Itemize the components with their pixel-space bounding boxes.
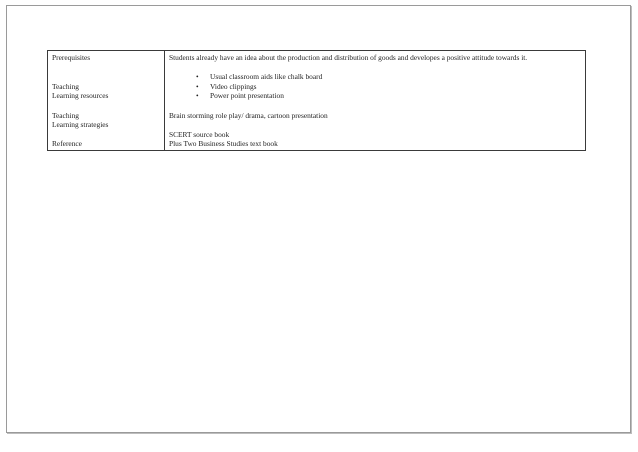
list-item xyxy=(196,72,582,82)
prerequisites-label: Prerequisites xyxy=(52,53,91,62)
spacer xyxy=(52,130,161,140)
learning-strategies-label: Learning strategies xyxy=(52,120,109,130)
spacer xyxy=(169,120,582,130)
reference-line: SCERT source book xyxy=(169,129,230,139)
list-item xyxy=(196,91,582,101)
bullet-icon: • xyxy=(196,81,199,91)
spacer xyxy=(52,63,161,73)
resource-item-text: Power point presentation xyxy=(210,91,284,101)
bullet-icon: • xyxy=(196,91,199,101)
bullet-icon: • xyxy=(196,72,199,82)
labels-column xyxy=(48,51,165,151)
table-row xyxy=(48,51,586,151)
spacer xyxy=(169,63,582,73)
spacer xyxy=(169,101,582,111)
reference-line: Plus Two Business Studies text book xyxy=(169,139,278,149)
learning-resources-label: Learning resources xyxy=(52,91,109,101)
list-item xyxy=(196,82,582,92)
resources-list xyxy=(169,72,582,101)
reference-label: Reference xyxy=(52,139,82,149)
spacer xyxy=(52,101,161,111)
spacer xyxy=(52,72,161,82)
strategies-text: Brain storming role play/ drama, cartoon presentation xyxy=(169,110,328,120)
prerequisites-text: Students already have an idea about the production and distribution of goods and developes a positive attitude towards it. xyxy=(169,53,528,62)
teaching-label: Teaching xyxy=(52,81,79,91)
teaching-label-2: Teaching xyxy=(52,110,79,120)
content-column xyxy=(165,51,586,151)
lesson-info-table xyxy=(47,50,586,151)
resource-item-text: Usual classroom aids like chalk board xyxy=(210,72,323,82)
resource-item-text: Video clippings xyxy=(210,81,257,91)
